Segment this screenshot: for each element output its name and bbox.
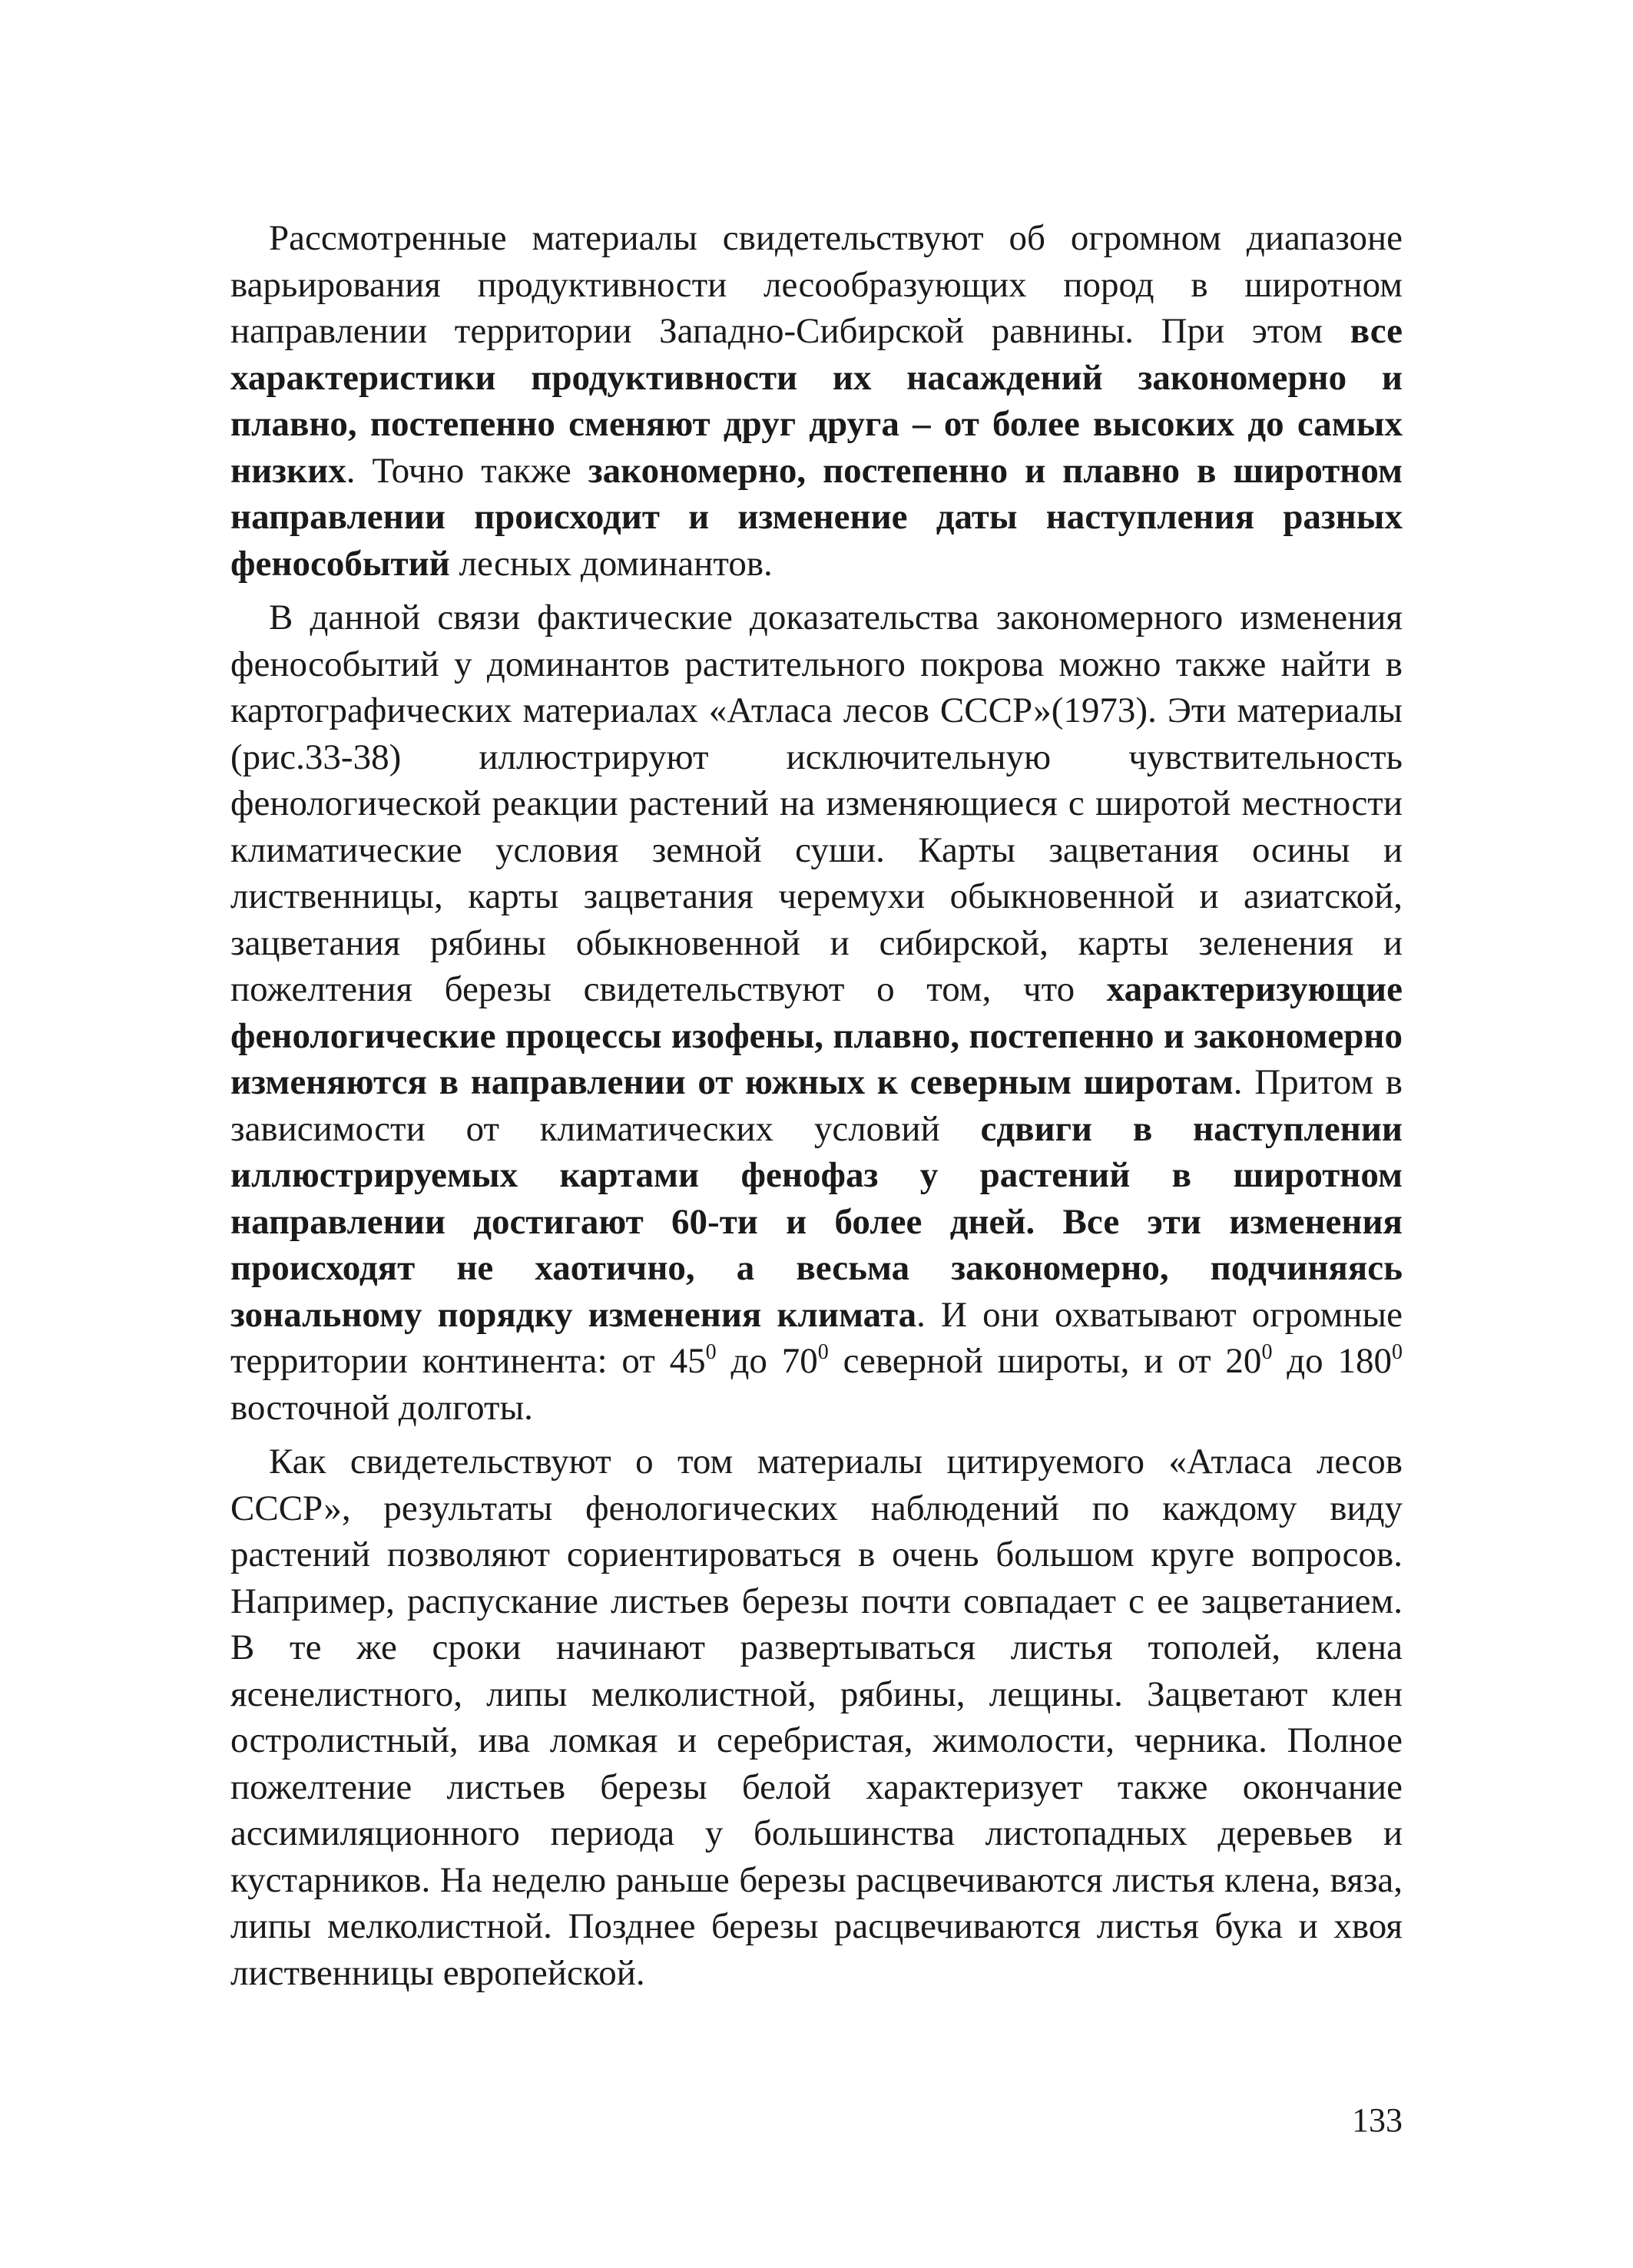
text-run: . И они охватывают огромные территории континента: от 45 bbox=[230, 1294, 1403, 1381]
text-run: до 180 bbox=[1272, 1341, 1393, 1381]
page-body bbox=[230, 215, 1403, 2004]
text-run: В данной связи фактические доказательства закономерного изменения фенособытий у доминантов растительного покрова можно также найти в картографических материалах «Атласа лесов СССР»(1973). Эти материалы (рис.33-38) иллюстрируют исключительную чувствительность фенологической реакции растений на изменяющиеся с широтой местности климатические условия земной суши. Карты зацветания осины и лиственницы, карты зацветания черемухи обыкновенной и азиатской, зацветания рябины обыкновенной и сибирской, карты зеленения и пожелтения березы свидетельствуют о том, что bbox=[230, 598, 1403, 1009]
text-run: Рассмотренные материалы свидетельствуют об огромном диапазоне варьирования продуктивности лесообразующих пород в широтном направлении территории Западно-Сибирской равнины. При этом bbox=[230, 218, 1403, 351]
text-run: лесных доминантов. bbox=[449, 543, 773, 584]
text-run: . Точно также bbox=[346, 450, 588, 491]
paragraph-1 bbox=[230, 215, 1403, 587]
page-number: 133 bbox=[1352, 2101, 1403, 2139]
text-run: Как свидетельствуют о том материалы цитируемого «Атласа лесов СССР», результаты фенологических наблюдений по каждому виду растений позволяют сориентироваться в очень большом круге вопросов. Например, распускание листьев березы почти совпадает с ее зацветанием. В те же сроки начинают развертываться листья тополей, клена ясенелистного, липы мелколистной, рябины, лещины. Зацветают клен остролистный, ива ломкая и серебристая, жимолости, черника. Полное пожелтение листьев березы белой характеризует также окончание ассимиляционного периода у большинства листопадных деревьев и кустарников. На неделю раньше березы расцвечиваются листья клена, вяза, липы мелколистной. Позднее березы расцвечиваются листья бука и хвоя лиственницы европейской. bbox=[230, 1442, 1403, 1993]
text-run: . Притом в зависимости от климатических условий bbox=[230, 1062, 1403, 1149]
paragraph-3 bbox=[230, 1439, 1403, 1996]
degree-superscript: 0 bbox=[1261, 1340, 1273, 1364]
degree-superscript: 0 bbox=[705, 1340, 717, 1364]
text-run: восточной долготы. bbox=[230, 1387, 533, 1428]
bold-run: характеризующие фенологические процессы изофены, плавно, постепенно и закономерно изменяются в направлении от южных к северным широтам bbox=[230, 969, 1403, 1102]
bold-run: сдвиги в наступлении иллюстрируемых картами фенофаз у растений в широтном направлении достигают 60-ти и более дней. Все эти изменения происходят не хаотично, а весьма закономерно, подчиняясь зональному порядку изменения климата bbox=[230, 1108, 1403, 1335]
bold-run: все характеристики продуктивности их насаждений закономерно и плавно, постепенно сменяют друг друга – от более высоких до самых низких bbox=[230, 311, 1403, 491]
degree-superscript: 0 bbox=[817, 1340, 829, 1364]
degree-superscript: 0 bbox=[1392, 1340, 1403, 1364]
text-run: северной широты, и от 20 bbox=[828, 1341, 1262, 1381]
bold-run: закономерно, постепенно и плавно в широтном направлении происходит и изменение даты наступления разных фенособытий bbox=[230, 450, 1403, 584]
text-run: до 70 bbox=[716, 1341, 818, 1381]
paragraph-2 bbox=[230, 594, 1403, 1431]
